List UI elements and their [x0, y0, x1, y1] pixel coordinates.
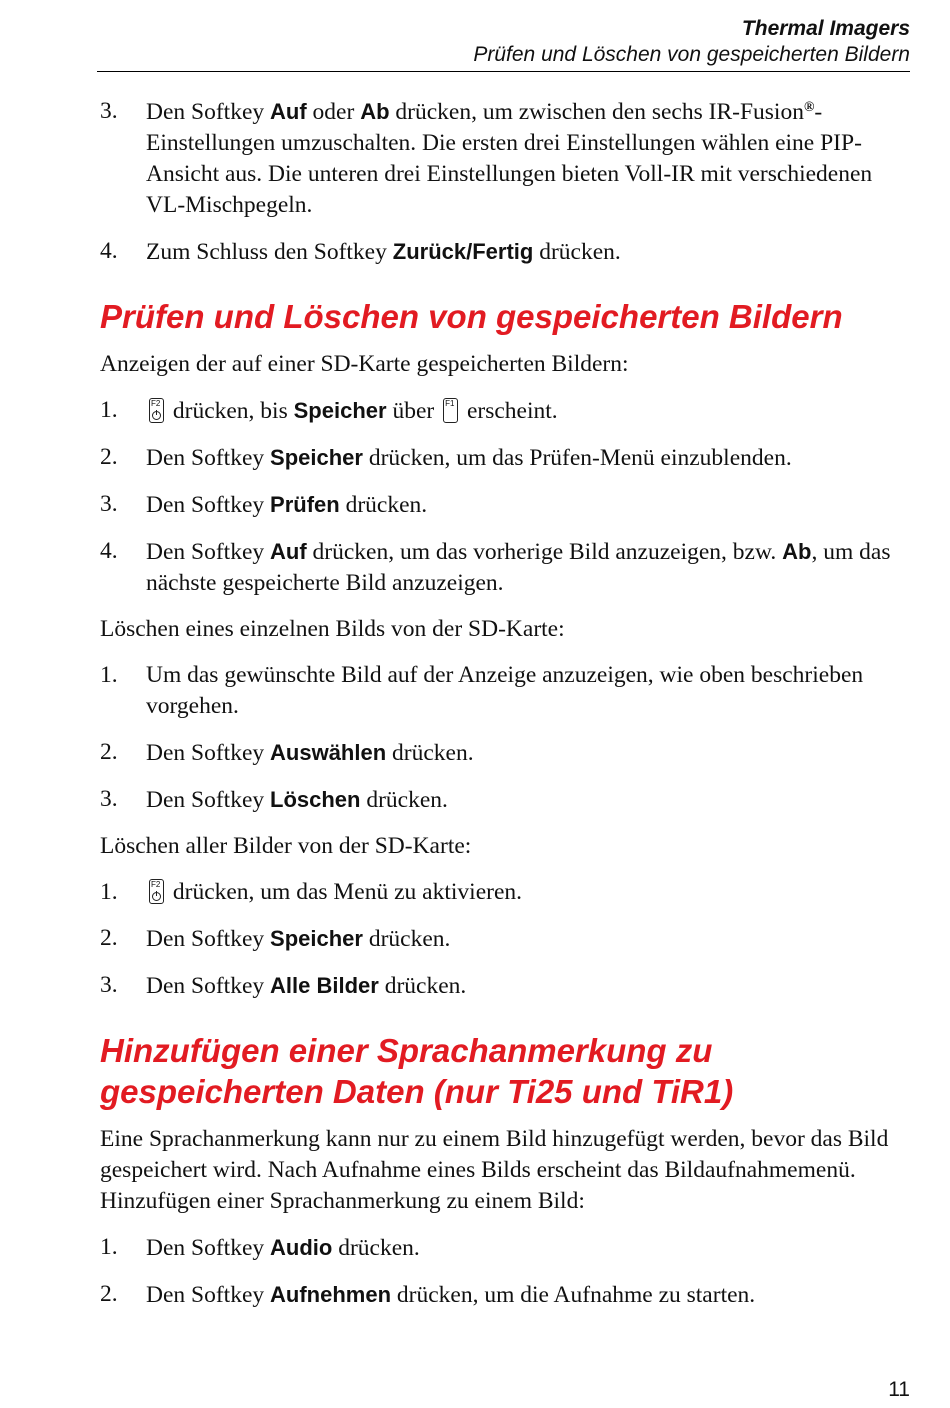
- section-heading: Prüfen und Löschen von gespeicherten Bildern: [100, 298, 843, 335]
- list-item: [100, 660, 910, 722]
- step-text: drücken.: [362, 926, 451, 952]
- f1-key-icon: [443, 398, 458, 423]
- list-item: [100, 236, 910, 268]
- list-item: [100, 536, 910, 599]
- page-number: 11: [888, 1378, 910, 1401]
- step-text: drücken, um die Aufnahme zu starten.: [391, 1282, 756, 1308]
- step-text: drücken.: [332, 1235, 420, 1261]
- step-number: 1.: [100, 397, 118, 423]
- running-header: [473, 16, 910, 68]
- step-text: Zum Schluss den Softkey: [146, 239, 393, 265]
- section-intro: Eine Sprachanmerkung kann nur zu einem Bild hinzugefügt werden, bevor das Bild gespeichert wird. Nach Aufnahme eines Bilds erscheint das Bildaufnahmemenü. Hinzufügen einer Sprachanmerkung zu einem Bild:: [100, 1126, 889, 1214]
- step-number: 2.: [100, 739, 118, 765]
- step-text: drücken, bis: [167, 398, 294, 424]
- list-item: [100, 970, 910, 1002]
- list-item: [100, 923, 910, 955]
- softkey-label: Zurück/Fertig: [392, 239, 534, 264]
- list-item: [100, 737, 910, 769]
- softkey-label: Auf: [270, 539, 307, 564]
- section-intro: Löschen aller Bilder von der SD-Karte:: [100, 833, 472, 859]
- step-number: 3.: [100, 972, 118, 998]
- softkey-label: Auf: [270, 99, 307, 124]
- step-text: über: [386, 398, 441, 424]
- step-number: 2.: [100, 444, 118, 470]
- list-item: [100, 1279, 910, 1311]
- step-text: , um das nächste gespeicherte Bild anzuzeigen.: [146, 539, 891, 596]
- softkey-label: Speicher: [293, 398, 387, 423]
- softkey-label: Audio: [270, 1235, 333, 1260]
- step-number: 4.: [100, 238, 118, 264]
- page-body: [100, 96, 910, 1326]
- step-text: drücken, um das Menü zu aktivieren.: [167, 879, 523, 905]
- step-text: drücken, um das vorherige Bild anzuzeigen, bzw.: [306, 539, 783, 565]
- step-number: 3.: [100, 98, 118, 124]
- step-text: drücken.: [378, 973, 467, 999]
- softkey-label: Löschen: [270, 787, 361, 812]
- header-divider: [97, 71, 910, 72]
- step-text: drücken, um das Prüfen-Menü einzublenden.: [362, 445, 792, 471]
- softkey-label: Speicher: [270, 926, 363, 951]
- list-item: [100, 489, 910, 521]
- step-number: 1.: [100, 1234, 118, 1260]
- step-text: Den Softkey: [146, 1235, 271, 1261]
- step-text: drücken.: [386, 740, 474, 766]
- header-subtitle: Prüfen und Löschen von gespeicherten Bildern: [473, 43, 910, 66]
- softkey-label: Speicher: [270, 445, 363, 470]
- list-item: [100, 877, 910, 908]
- key-icon-label: F2: [151, 880, 161, 889]
- softkey-label: Auswählen: [270, 740, 387, 765]
- key-icon-label: F1: [445, 399, 455, 408]
- f2-power-key-icon: [149, 398, 164, 423]
- step-text: Den Softkey: [146, 740, 271, 766]
- section-intro: Löschen eines einzelnen Bilds von der SD-Karte:: [100, 616, 565, 642]
- step-text: drücken, um zwischen den sechs IR-Fusion: [389, 99, 804, 125]
- step-number: 1.: [100, 879, 118, 905]
- list-item: [100, 784, 910, 816]
- step-text: Den Softkey: [146, 787, 271, 813]
- header-title: Thermal Imagers: [741, 17, 910, 40]
- step-number: 2.: [100, 925, 118, 951]
- step-text: -Einstellungen umzuschalten. Die ersten drei Einstellungen wählen eine PIP-Ansicht aus. Die unteren drei Einstellungen bieten Voll-IR mit verschiedenen VL-Mischpegeln.: [146, 99, 873, 218]
- step-text: Den Softkey: [146, 973, 271, 999]
- step-text: Den Softkey: [146, 926, 271, 952]
- softkey-label: Ab: [360, 99, 390, 124]
- list-item: [100, 96, 910, 221]
- step-text: Den Softkey: [146, 1282, 271, 1308]
- key-icon-label: F2: [151, 399, 161, 408]
- softkey-label: Alle Bilder: [270, 973, 379, 998]
- softkey-label: Aufnehmen: [270, 1282, 392, 1307]
- step-text: Um das gewünschte Bild auf der Anzeige anzuzeigen, wie oben beschrieben vorgehen.: [146, 662, 864, 719]
- step-number: 1.: [100, 662, 118, 688]
- step-text: erscheint.: [461, 398, 558, 424]
- step-text: Den Softkey: [146, 539, 271, 565]
- step-text: Den Softkey: [146, 492, 271, 518]
- softkey-label: Prüfen: [270, 492, 340, 517]
- registered-mark: ®: [803, 100, 815, 115]
- list-item: [100, 395, 910, 427]
- list-item: [100, 1232, 910, 1264]
- section-intro: Anzeigen der auf einer SD-Karte gespeicherten Bildern:: [100, 351, 629, 377]
- step-text: drücken.: [533, 239, 621, 265]
- step-text: Den Softkey: [146, 99, 271, 125]
- softkey-label: Ab: [782, 539, 812, 564]
- section-heading: Hinzufügen einer Sprachanmerkung zu gespeicherten Daten (nur Ti25 und TiR1): [100, 1032, 734, 1110]
- step-number: 3.: [100, 786, 118, 812]
- step-text: oder: [306, 99, 361, 125]
- list-item: [100, 442, 910, 474]
- f2-power-key-icon: [149, 879, 164, 904]
- step-number: 2.: [100, 1281, 118, 1307]
- step-text: drücken.: [339, 492, 428, 518]
- step-number: 4.: [100, 538, 118, 564]
- step-text: drücken.: [360, 787, 448, 813]
- step-number: 3.: [100, 491, 118, 517]
- step-text: Den Softkey: [146, 445, 271, 471]
